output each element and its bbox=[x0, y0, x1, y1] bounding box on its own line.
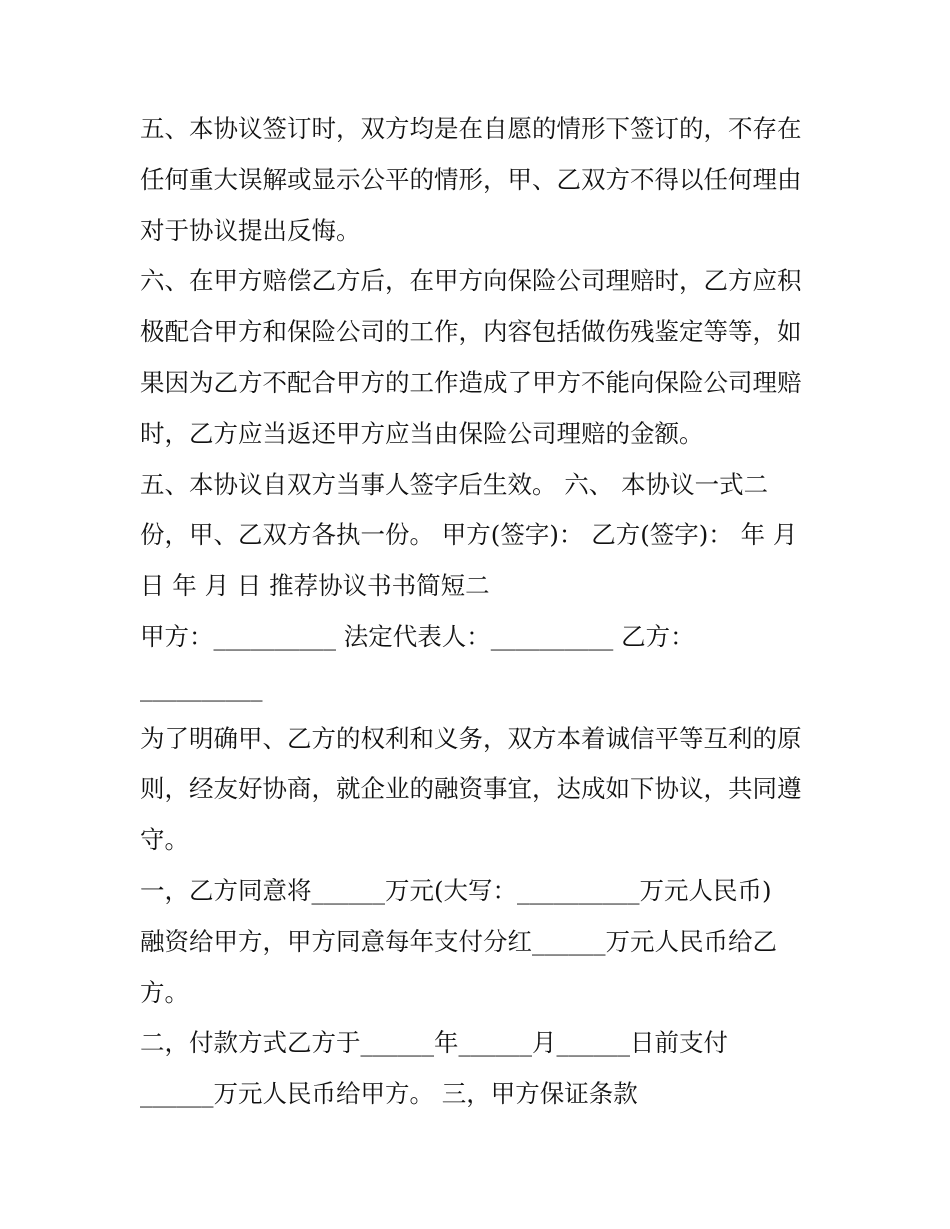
text-line: ______万元人民币给甲方。 三，甲方保证条款 bbox=[140, 1079, 638, 1109]
text-line: 任何重大误解或显示公平的情形，甲、乙双方不得以任何理由 bbox=[140, 164, 802, 194]
text-line: 份，甲、乙双方各执一份。 甲方(签字)： 乙方(签字)： 年 月 bbox=[140, 520, 798, 550]
text-line: 守。 bbox=[140, 825, 189, 855]
agreement-text bbox=[140, 104, 830, 1120]
text-line: 五、本协议自双方当事人签字后生效。 六、 本协议一式二 bbox=[140, 469, 769, 499]
text-line: 五、本协议签订时，双方均是在自愿的情形下签订的，不存在 bbox=[140, 114, 802, 143]
text-line: 对于协议提出反悔。 bbox=[140, 215, 361, 245]
text-line: 方。 bbox=[140, 977, 189, 1007]
text-line: 六、在甲方赔偿乙方后，在甲方向保险公司理赔时，乙方应积 bbox=[140, 266, 802, 296]
text-line: 极配合甲方和保险公司的工作，内容包括做伤残鉴定等等，如 bbox=[140, 317, 802, 347]
text-line: 时，乙方应当返还甲方应当由保险公司理赔的金额。 bbox=[140, 418, 704, 448]
text-line: 甲方：__________ 法定代表人：__________ 乙方： bbox=[140, 621, 695, 651]
text-line: 果因为乙方不配合甲方的工作造成了甲方不能向保险公司理赔 bbox=[140, 367, 802, 397]
text-line: 为了明确甲、乙方的权利和义务，双方本着诚信平等互利的原 bbox=[140, 723, 802, 753]
text-line: 融资给甲方，甲方同意每年支付分红______万元人民币给乙 bbox=[140, 926, 777, 956]
text-line: 一，乙方同意将______万元(大写：__________万元人民币) bbox=[140, 875, 772, 905]
text-line: 二，付款方式乙方于______年______月______日前支付 bbox=[140, 1028, 728, 1058]
text-line: __________ bbox=[140, 672, 263, 702]
text-line: 日 年 月 日 推荐协议书书简短二 bbox=[140, 571, 490, 601]
text-line: 则，经友好协商，就企业的融资事宜，达成如下协议，共同遵 bbox=[140, 774, 802, 804]
